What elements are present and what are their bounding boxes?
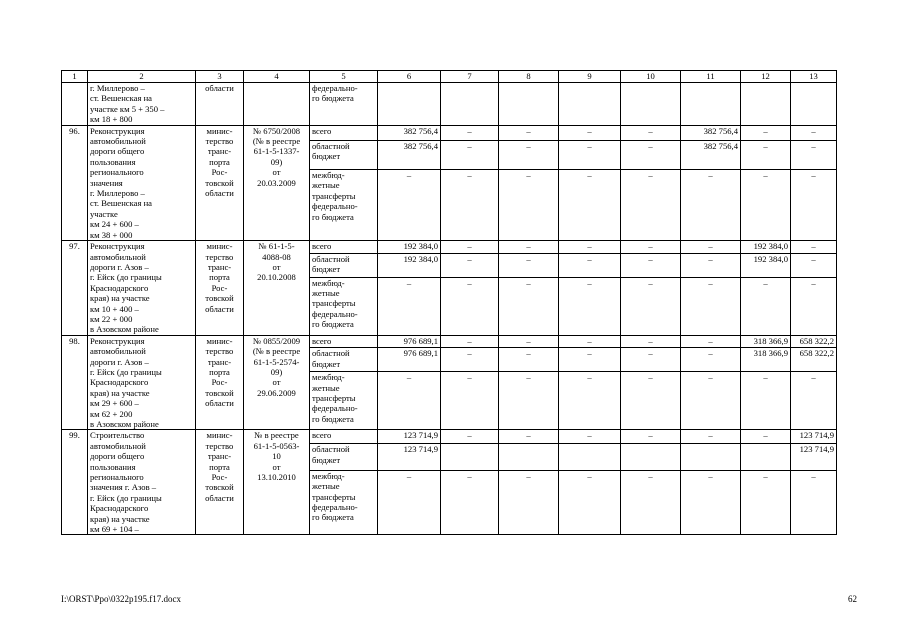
- text-line: транс-: [207, 451, 232, 462]
- value-cell: –: [378, 470, 441, 535]
- value-cell: –: [681, 348, 741, 372]
- column-number-header: [62, 71, 837, 83]
- text-line: дороги общего: [90, 451, 145, 462]
- column-number-cell: 9: [559, 71, 621, 83]
- text-line: транс-: [207, 261, 232, 272]
- value-cell: –: [791, 253, 837, 277]
- funding-source-cell: [310, 470, 378, 535]
- text-line: области: [205, 492, 234, 503]
- text-line: области: [205, 398, 234, 409]
- value-cell: –: [441, 253, 499, 277]
- row-number-cell: 98.: [62, 335, 88, 430]
- text-line: терство: [205, 251, 234, 262]
- value-cell: –: [559, 372, 621, 430]
- value-cell: –: [681, 335, 741, 348]
- text-line: го бюджета: [312, 211, 354, 222]
- value-cell: –: [681, 277, 741, 335]
- value-cell: –: [441, 241, 499, 254]
- funding-source-cell: [310, 83, 378, 126]
- document-cell: [244, 125, 310, 240]
- text-line: области: [205, 83, 234, 93]
- value-cell: –: [621, 372, 681, 430]
- row-number-cell: 96.: [62, 125, 88, 240]
- text-line: Рос-: [211, 167, 228, 178]
- text-line: г. Миллерово –: [90, 188, 145, 199]
- value-cell: –: [499, 470, 559, 535]
- funding-source-cell: [310, 277, 378, 335]
- column-number-cell: 2: [88, 71, 196, 83]
- value-cell: –: [441, 470, 499, 535]
- text-line: регионального: [90, 472, 144, 483]
- funding-source-cell: [310, 444, 378, 471]
- text-line: г. Ейск (до границы: [90, 492, 162, 503]
- text-line: 20.03.2009: [257, 177, 296, 188]
- table-row: [62, 125, 837, 140]
- text-line: товской: [205, 293, 234, 304]
- value-cell: [621, 83, 681, 126]
- value-cell: 192 384,0: [378, 253, 441, 277]
- value-cell: –: [559, 253, 621, 277]
- text-line: трансферты: [312, 190, 356, 201]
- value-cell: –: [621, 348, 681, 372]
- value-cell: 123 714,9: [791, 430, 837, 444]
- value-cell: [559, 444, 621, 471]
- text-line: 61-1-5-0563-: [253, 440, 300, 451]
- text-line: автомобильной: [90, 346, 146, 357]
- text-line: межбюд-: [312, 170, 345, 181]
- number-cell: [62, 83, 88, 126]
- value-cell: –: [559, 430, 621, 444]
- value-cell: –: [681, 253, 741, 277]
- column-number-cell: 8: [499, 71, 559, 83]
- row-number-cell: 97.: [62, 241, 88, 336]
- text-line: г. Миллерово –: [90, 83, 145, 93]
- organization-cell: [196, 430, 244, 535]
- text-line: области: [205, 188, 234, 199]
- value-cell: –: [499, 241, 559, 254]
- object-name-cell: [88, 83, 196, 126]
- text-line: в Азовском районе: [90, 419, 159, 429]
- funding-source-cell: [310, 372, 378, 430]
- object-name-cell: [88, 125, 196, 240]
- column-number-cell: 10: [621, 71, 681, 83]
- value-cell: –: [621, 125, 681, 140]
- text-line: транс-: [207, 356, 232, 367]
- text-line: минис-: [206, 125, 233, 136]
- value-cell: –: [741, 372, 791, 430]
- organization-cell: [196, 125, 244, 240]
- text-line: № 0855/2009: [252, 335, 301, 346]
- text-line: жетные: [312, 481, 340, 492]
- text-line: км 18 + 800: [90, 114, 133, 125]
- value-cell: 318 366,9: [741, 348, 791, 372]
- value-cell: 658 322,2: [791, 335, 837, 348]
- value-cell: –: [621, 430, 681, 444]
- text-line: транс-: [207, 146, 232, 157]
- text-line: от: [272, 461, 281, 472]
- text-line: межбюд-: [312, 470, 345, 481]
- text-line: порта: [209, 366, 230, 377]
- text-line: км 69 + 104 –: [90, 524, 139, 535]
- text-line: значения: [90, 177, 123, 188]
- text-line: дороги г. Азов –: [90, 356, 149, 367]
- value-cell: –: [559, 241, 621, 254]
- text-line: терство: [205, 136, 234, 147]
- text-line: федерально-: [312, 83, 358, 93]
- value-cell: [681, 83, 741, 126]
- value-cell: –: [499, 348, 559, 372]
- text-line: области: [205, 303, 234, 314]
- value-cell: –: [499, 430, 559, 444]
- value-cell: –: [499, 335, 559, 348]
- text-line: 4088-08: [262, 251, 291, 262]
- value-cell: –: [791, 125, 837, 140]
- text-line: 10: [272, 451, 281, 462]
- value-cell: –: [741, 125, 791, 140]
- text-line: товской: [205, 177, 234, 188]
- text-line: терство: [205, 346, 234, 357]
- value-cell: –: [791, 170, 837, 241]
- text-line: Краснодарского: [90, 503, 149, 514]
- value-cell: [741, 83, 791, 126]
- value-cell: –: [559, 277, 621, 335]
- value-cell: –: [499, 125, 559, 140]
- value-cell: –: [441, 430, 499, 444]
- text-line: жетные: [312, 287, 340, 298]
- page-number: 62: [848, 594, 857, 604]
- text-line: трансферты: [312, 298, 356, 309]
- value-cell: –: [441, 140, 499, 169]
- funding-source-cell: [310, 335, 378, 348]
- value-cell: 382 756,4: [681, 125, 741, 140]
- text-line: Краснодарского: [90, 377, 149, 388]
- value-cell: [441, 83, 499, 126]
- value-cell: –: [621, 241, 681, 254]
- value-cell: –: [791, 372, 837, 430]
- footer-file-path: I:\ORST\Ppo\0322p195.f17.docx: [61, 594, 182, 604]
- value-cell: –: [499, 253, 559, 277]
- text-line: г. Ейск (до границы: [90, 366, 162, 377]
- text-line: 13.10.2010: [257, 472, 296, 483]
- text-line: трансферты: [312, 393, 356, 404]
- text-line: областной: [312, 253, 350, 264]
- text-line: дороги общего: [90, 146, 145, 157]
- text-line: Реконструкция: [90, 125, 145, 136]
- funding-source-cell: [310, 241, 378, 254]
- text-line: товской: [205, 482, 234, 493]
- text-line: Реконструкция: [90, 335, 145, 346]
- value-cell: 658 322,2: [791, 348, 837, 372]
- value-cell: 976 689,1: [378, 335, 441, 348]
- value-cell: –: [559, 170, 621, 241]
- text-line: трансферты: [312, 491, 356, 502]
- column-number-cell: 13: [791, 71, 837, 83]
- text-line: Рос-: [211, 472, 228, 483]
- text-line: в Азовском районе: [90, 324, 159, 335]
- text-line: го бюджета: [312, 413, 354, 424]
- text-line: порта: [209, 461, 230, 472]
- funding-source-cell: [310, 140, 378, 169]
- value-cell: –: [621, 170, 681, 241]
- text-line: бюджет: [312, 264, 341, 275]
- text-line: всего: [312, 125, 332, 136]
- text-line: терство: [205, 440, 234, 451]
- value-cell: –: [681, 470, 741, 535]
- text-line: жетные: [312, 382, 340, 393]
- column-number-cell: 3: [196, 71, 244, 83]
- text-line: жетные: [312, 180, 340, 191]
- text-line: Строительство: [90, 430, 145, 441]
- value-cell: [499, 83, 559, 126]
- value-cell: 976 689,1: [378, 348, 441, 372]
- value-cell: [681, 444, 741, 471]
- continuation-row: [62, 83, 837, 126]
- value-cell: –: [621, 140, 681, 169]
- text-line: регионального: [90, 167, 144, 178]
- value-cell: –: [499, 170, 559, 241]
- value-cell: 192 384,0: [741, 253, 791, 277]
- value-cell: –: [378, 372, 441, 430]
- table-row: [62, 430, 837, 444]
- value-cell: 382 756,4: [681, 140, 741, 169]
- text-line: 20.10.2008: [257, 272, 296, 283]
- text-line: 09): [270, 366, 283, 377]
- text-line: областной: [312, 140, 350, 151]
- column-number-cell: 4: [244, 71, 310, 83]
- text-line: всего: [312, 430, 332, 441]
- text-line: порта: [209, 156, 230, 167]
- text-line: г. Ейск (до границы: [90, 272, 162, 283]
- text-line: Краснодарского: [90, 282, 149, 293]
- object-name-cell: [88, 335, 196, 430]
- table-row: [62, 335, 837, 348]
- value-cell: –: [441, 348, 499, 372]
- value-cell: –: [791, 470, 837, 535]
- value-cell: –: [499, 140, 559, 169]
- value-cell: [559, 83, 621, 126]
- text-line: автомобильной: [90, 251, 146, 262]
- text-line: 61-1-5-2574-: [253, 356, 300, 367]
- text-line: значения г. Азов –: [90, 482, 157, 493]
- value-cell: –: [499, 372, 559, 430]
- value-cell: –: [559, 125, 621, 140]
- text-line: края) на участке: [90, 513, 150, 524]
- text-line: го бюджета: [312, 93, 354, 104]
- text-line: Реконструкция: [90, 241, 145, 252]
- column-number-cell: 6: [378, 71, 441, 83]
- value-cell: –: [621, 253, 681, 277]
- value-cell: [441, 444, 499, 471]
- value-cell: –: [559, 335, 621, 348]
- value-cell: [621, 444, 681, 471]
- text-line: федерально-: [312, 308, 358, 319]
- value-cell: –: [441, 335, 499, 348]
- value-cell: 192 384,0: [378, 241, 441, 254]
- text-line: автомобильной: [90, 136, 146, 147]
- value-cell: –: [559, 348, 621, 372]
- text-line: федерально-: [312, 403, 358, 414]
- value-cell: –: [681, 372, 741, 430]
- funding-source-cell: [310, 253, 378, 277]
- column-number-cell: 11: [681, 71, 741, 83]
- value-cell: –: [621, 277, 681, 335]
- organization-cell: [196, 335, 244, 430]
- text-line: пользования: [90, 156, 136, 167]
- program-table: [61, 70, 837, 535]
- text-line: км 38 + 000: [90, 229, 133, 240]
- text-line: № в реестре: [254, 430, 299, 441]
- text-line: участке км 5 + 350 –: [90, 103, 165, 114]
- value-cell: –: [741, 277, 791, 335]
- text-line: дороги г. Азов –: [90, 261, 149, 272]
- text-line: областной: [312, 348, 350, 359]
- text-line: федерально-: [312, 201, 358, 212]
- value-cell: –: [559, 470, 621, 535]
- text-line: (№ в реестре: [252, 346, 301, 357]
- object-name-cell: [88, 430, 196, 535]
- value-cell: –: [441, 125, 499, 140]
- text-line: 29.06.2009: [257, 387, 296, 398]
- document-cell: [244, 241, 310, 336]
- value-cell: [378, 83, 441, 126]
- text-line: от: [272, 261, 281, 272]
- table-row: [62, 241, 837, 254]
- row-number-cell: 99.: [62, 430, 88, 535]
- value-cell: [499, 444, 559, 471]
- value-cell: [741, 444, 791, 471]
- text-line: от: [272, 167, 281, 178]
- text-line: порта: [209, 272, 230, 283]
- value-cell: 192 384,0: [741, 241, 791, 254]
- text-line: Рос-: [211, 377, 228, 388]
- organization-cell: [196, 83, 244, 126]
- text-line: го бюджета: [312, 319, 354, 330]
- value-cell: –: [681, 430, 741, 444]
- value-cell: –: [741, 170, 791, 241]
- text-line: минис-: [206, 241, 233, 252]
- value-cell: –: [741, 140, 791, 169]
- text-line: автомобильной: [90, 440, 146, 451]
- value-cell: –: [621, 335, 681, 348]
- value-cell: –: [559, 140, 621, 169]
- funding-source-cell: [310, 170, 378, 241]
- value-cell: 382 756,4: [378, 140, 441, 169]
- text-line: Рос-: [211, 282, 228, 293]
- text-line: минис-: [206, 335, 233, 346]
- table-body: [62, 71, 837, 535]
- value-cell: –: [741, 430, 791, 444]
- text-line: края) на участке: [90, 293, 150, 304]
- text-line: 09): [270, 156, 283, 167]
- value-cell: 123 714,9: [378, 430, 441, 444]
- value-cell: 123 714,9: [791, 444, 837, 471]
- column-number-cell: 12: [741, 71, 791, 83]
- document-cell: [244, 83, 310, 126]
- text-line: № 6750/2008: [252, 125, 301, 136]
- text-line: бюджет: [312, 358, 341, 369]
- document-cell: [244, 335, 310, 430]
- text-line: бюджет: [312, 151, 341, 162]
- value-cell: 318 366,9: [741, 335, 791, 348]
- value-cell: –: [441, 277, 499, 335]
- text-line: ст. Вешенская на: [90, 198, 152, 209]
- value-cell: –: [791, 241, 837, 254]
- text-line: межбюд-: [312, 372, 345, 383]
- value-cell: –: [441, 372, 499, 430]
- text-line: межбюд-: [312, 277, 345, 288]
- value-cell: [791, 83, 837, 126]
- text-line: км 29 + 600 –: [90, 398, 139, 409]
- value-cell: 123 714,9: [378, 444, 441, 471]
- object-name-cell: [88, 241, 196, 336]
- value-cell: –: [378, 277, 441, 335]
- text-line: товской: [205, 387, 234, 398]
- text-line: (№ в реестре: [252, 136, 301, 147]
- funding-source-cell: [310, 430, 378, 444]
- text-line: 61-1-5-1337-: [253, 146, 300, 157]
- value-cell: –: [621, 470, 681, 535]
- text-line: всего: [312, 335, 332, 346]
- text-line: края) на участке: [90, 387, 150, 398]
- funding-source-cell: [310, 348, 378, 372]
- column-number-cell: 5: [310, 71, 378, 83]
- text-line: км 24 + 600 –: [90, 219, 139, 230]
- text-line: ст. Вешенская на: [90, 93, 152, 104]
- value-cell: –: [378, 170, 441, 241]
- text-line: № 61-1-5-: [258, 241, 295, 252]
- organization-cell: [196, 241, 244, 336]
- text-line: бюджет: [312, 454, 341, 465]
- text-line: областной: [312, 444, 350, 455]
- text-line: км 62 + 200: [90, 408, 133, 419]
- value-cell: –: [681, 241, 741, 254]
- column-number-cell: 1: [62, 71, 88, 83]
- text-line: участке: [90, 208, 118, 219]
- document-cell: [244, 430, 310, 535]
- text-line: минис-: [206, 430, 233, 441]
- value-cell: –: [681, 170, 741, 241]
- text-line: от: [272, 377, 281, 388]
- value-cell: 382 756,4: [378, 125, 441, 140]
- value-cell: –: [441, 170, 499, 241]
- value-cell: –: [791, 140, 837, 169]
- text-line: пользования: [90, 461, 136, 472]
- value-cell: –: [741, 470, 791, 535]
- value-cell: –: [499, 277, 559, 335]
- column-number-cell: 7: [441, 71, 499, 83]
- text-line: всего: [312, 241, 332, 252]
- value-cell: –: [791, 277, 837, 335]
- text-line: федерально-: [312, 502, 358, 513]
- text-line: го бюджета: [312, 512, 354, 523]
- text-line: км 10 + 400 –: [90, 303, 139, 314]
- funding-source-cell: [310, 125, 378, 140]
- text-line: км 22 + 000: [90, 313, 133, 324]
